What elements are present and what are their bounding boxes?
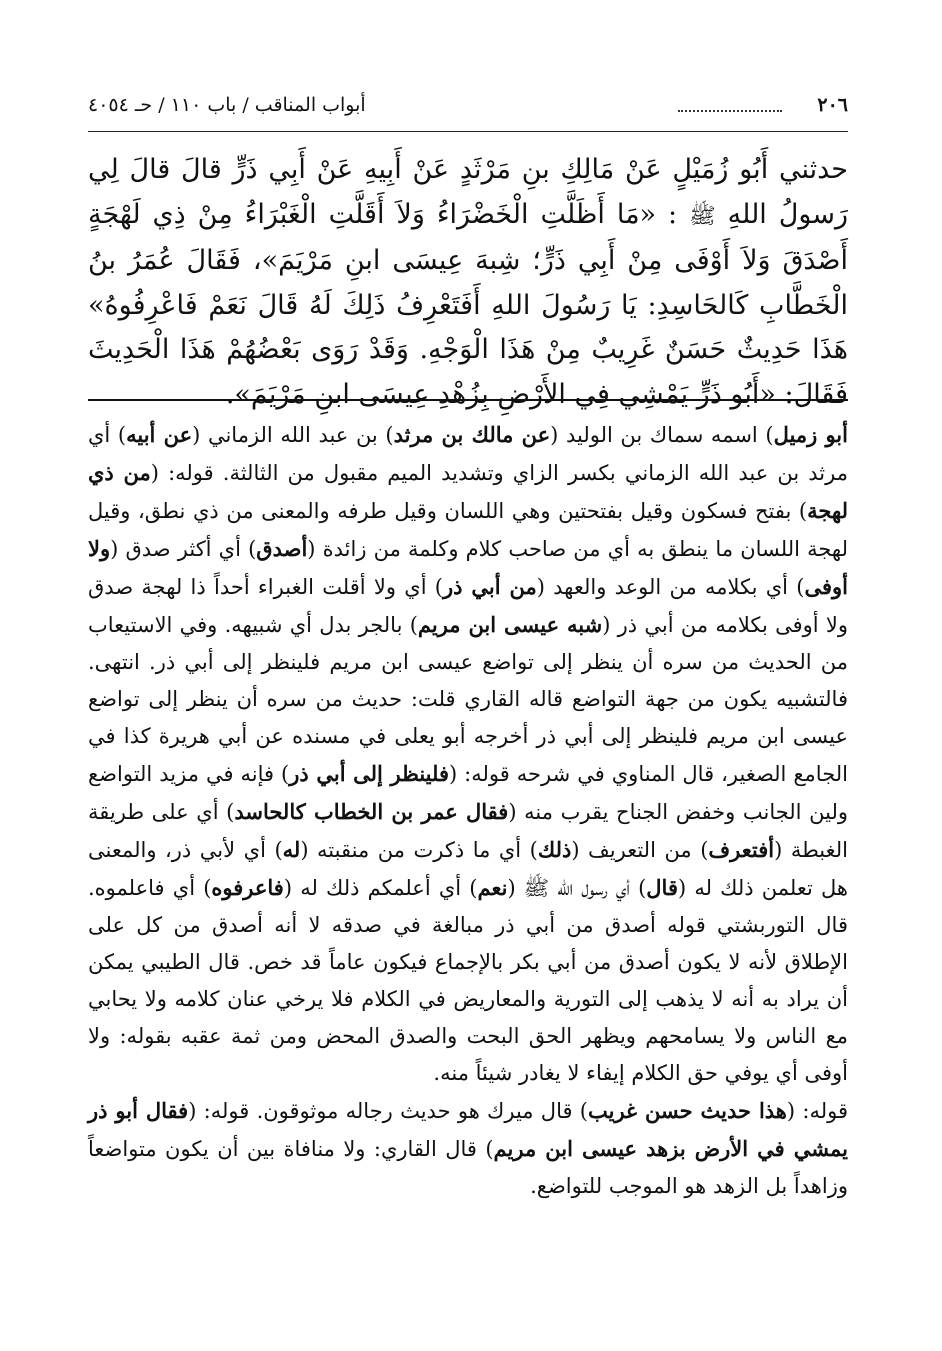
commentary-text: ) بن عبد الله الزماني ( <box>192 423 394 447</box>
dot-leader <box>678 92 782 112</box>
commentary-text: ) بفتح فسكون وقيل بفتحتين وهي اللسان وقيل طرفه والمعنى من ذي نطق، وقيل لهجة اللسان ما ينطق به أي من صاحب كلام وكلمة من زائدة ( <box>88 499 849 561</box>
commentary-text: ) أي ولا أقلت الغبراء أحداً ذا لهجة صدق ولا أوفى بكلامه من أبي ذر ( <box>88 575 848 637</box>
commentary <box>88 416 848 1205</box>
commentary-paragraph-1 <box>88 416 848 1092</box>
commentary-text: ) أي لأبي ذر، والمعنى هل تعلمن ذلك له ( <box>88 838 849 900</box>
hadith-isnad: حدثني أَبُو زُمَيْلٍ عَنْ مَالِكِ بنِ مَرْثَدٍ عَنْ أَبِيهِ عَنْ أَبِي ذَرٍّ قالَ قالَ لِي رَسولُ اللهِ <box>88 154 848 230</box>
salawat-symbol: ﷺ <box>689 203 716 229</box>
commentary-paragraph-2 <box>88 1092 848 1205</box>
commentary-text: ) من التعريف ( <box>571 838 709 862</box>
commentary-lemma: قال <box>646 875 678 900</box>
commentary-text: ) أي رسول الله ﷺ ( <box>507 876 647 900</box>
commentary-lemma: أفتعرف <box>708 837 775 862</box>
commentary-lemma: شبه عيسى ابن مريم <box>417 612 603 637</box>
commentary-lemma: ولا أوفى <box>88 536 848 599</box>
commentary-text: قوله: ( <box>786 1099 848 1123</box>
commentary-lemma: أبو زميل <box>773 422 848 447</box>
commentary-text: ) اسمه سماك بن الوليد ( <box>550 423 774 447</box>
hadith-matn: : «مَا أَظَلَّتِ الْخَضْرَاءُ وَلاَ أَقَلَّتِ الْغَبْرَاءُ مِنْ ذِي لَهْجَةٍ أَصْدَقَ وَلاَ أَوْفَى مِنْ أَبِي ذَرٍّ؛ شِبهَ عِيسَى ابنِ مَرْيَمَ»، فَقَالَ عُمَرُ بنُ الْخَطَّابِ كَالحَاسِدِ: يَا رَسُولَ اللهِ أَفَتَعْرِفُ ذَلِكَ لَهُ قَالَ نَعَمْ فَاعْرِفُوهُ» هَذَا حَدِيثٌ حَسَنٌ غَرِيبٌ مِنْ هَذَا الْوَجْهِ. وَقَدْ رَوَى بَعْضُهُمْ هَذَا الْحَدِيثَ فَقَالَ: «أَبُو ذَرٍّ يَمْشِي فِي الأَرْضِ بِزُهْدِ عِيسَى ابنِ مَرْيَمَ». <box>88 198 848 410</box>
header-divider <box>88 131 848 132</box>
running-title: أبواب المناقب / باب ١١٠ / حـ ٤٠٥٤ <box>88 94 366 116</box>
commentary-text: ) بالجر بدل أي شبيهه. وفي الاستيعاب من الحديث من سره أن ينظر إلى تواضع عيسى ابن مريم فلينظر إلى أبي ذر. انتهى. فالتشبيه يكون من جهة التواضع قاله القاري قلت: حديث من سره أن ينظر إلى تواضع عيسى ابن مريم فلينظر إلى أبي ذر أخرجه أبو يعلى في مسنده عن أبي هريرة كذا في الجامع الصغير، قال المناوي في شرحه قوله: ( <box>88 613 848 786</box>
commentary-text: ) أي مرثد بن عبد الله الزماني بكسر الزاي وتشديد الميم مقبول من الثالثة. قوله: ( <box>88 423 848 485</box>
commentary-lemma: فاعرفوه <box>211 875 284 900</box>
running-header <box>88 92 848 132</box>
commentary-text: ) قال القاري: ولا منافاة بين أن يكون متواضعاً وزاهداً بل الزهد هو الموجب للتواضع. <box>88 1137 848 1198</box>
commentary-lemma: فلينظر إلى أبي ذر <box>289 761 449 786</box>
commentary-text: ) أي ما ذكرت من منقبته ( <box>300 838 538 862</box>
commentary-lemma: من ذي لهجة <box>88 460 848 523</box>
commentary-lemma: له <box>282 837 301 862</box>
commentary-lemma: هذا حديث حسن غريب <box>587 1098 787 1123</box>
hadith-text <box>88 148 848 417</box>
commentary-lemma: ذلك <box>537 837 572 862</box>
commentary-lemma: نعم <box>477 875 508 900</box>
commentary-text: ) أي أكثر صدق ( <box>110 537 257 561</box>
commentary-text: ) أي فاعلموه. قال التوربشتي قوله أصدق من أبي ذر مبالغة في صدقه لا أنه أصدق من كل على الإطلاق لأنه لا يكون أصدق من أبي بكر بالإجماع فيكون عاماً قد خص. قال الطيبي يمكن أن يراد به أنه لا يذهب إلى التورية والمعاريض في الكلام فلا يرخي عنان كلامه ولا يحابي مع الناس ولا يسامحهم ويظهر الحق البحت والصدق المحض ومن ثمة عقبه بقوله: ولا أوفى أي يوفي حق الكلام إيفاء لا يغادر شيئاً منه. <box>88 876 848 1085</box>
commentary-lemma: عن مالك بن مرثد <box>393 422 551 447</box>
page-number: ٢٠٦ <box>817 94 848 116</box>
commentary-divider <box>88 399 848 401</box>
commentary-text: ) أي على طريقة الغبطة ( <box>88 800 849 862</box>
commentary-lemma: عن أبيه <box>126 422 193 447</box>
commentary-text: ) أي أعلمكم ذلك له ( <box>283 876 478 900</box>
hadith-paragraph <box>88 148 848 417</box>
commentary-text: ) فإنه في مزيد التواضع ولين الجانب وخفض الجناح يقرب منه ( <box>88 762 848 824</box>
commentary-lemma: فقال أبو ذر يمشي في الأرض بزهد عيسى ابن مريم <box>88 1098 848 1161</box>
commentary-lemma: من أبي ذر <box>443 574 537 599</box>
commentary-text: ) أي بكلامه من الوعد والعهد ( <box>536 575 805 599</box>
commentary-text: ) قال ميرك هو حديث رجاله موثوقون. قوله: ( <box>188 1099 588 1123</box>
commentary-lemma: أصدق <box>256 536 308 561</box>
commentary-lemma: فقال عمر بن الخطاب كالحاسد <box>234 799 509 824</box>
